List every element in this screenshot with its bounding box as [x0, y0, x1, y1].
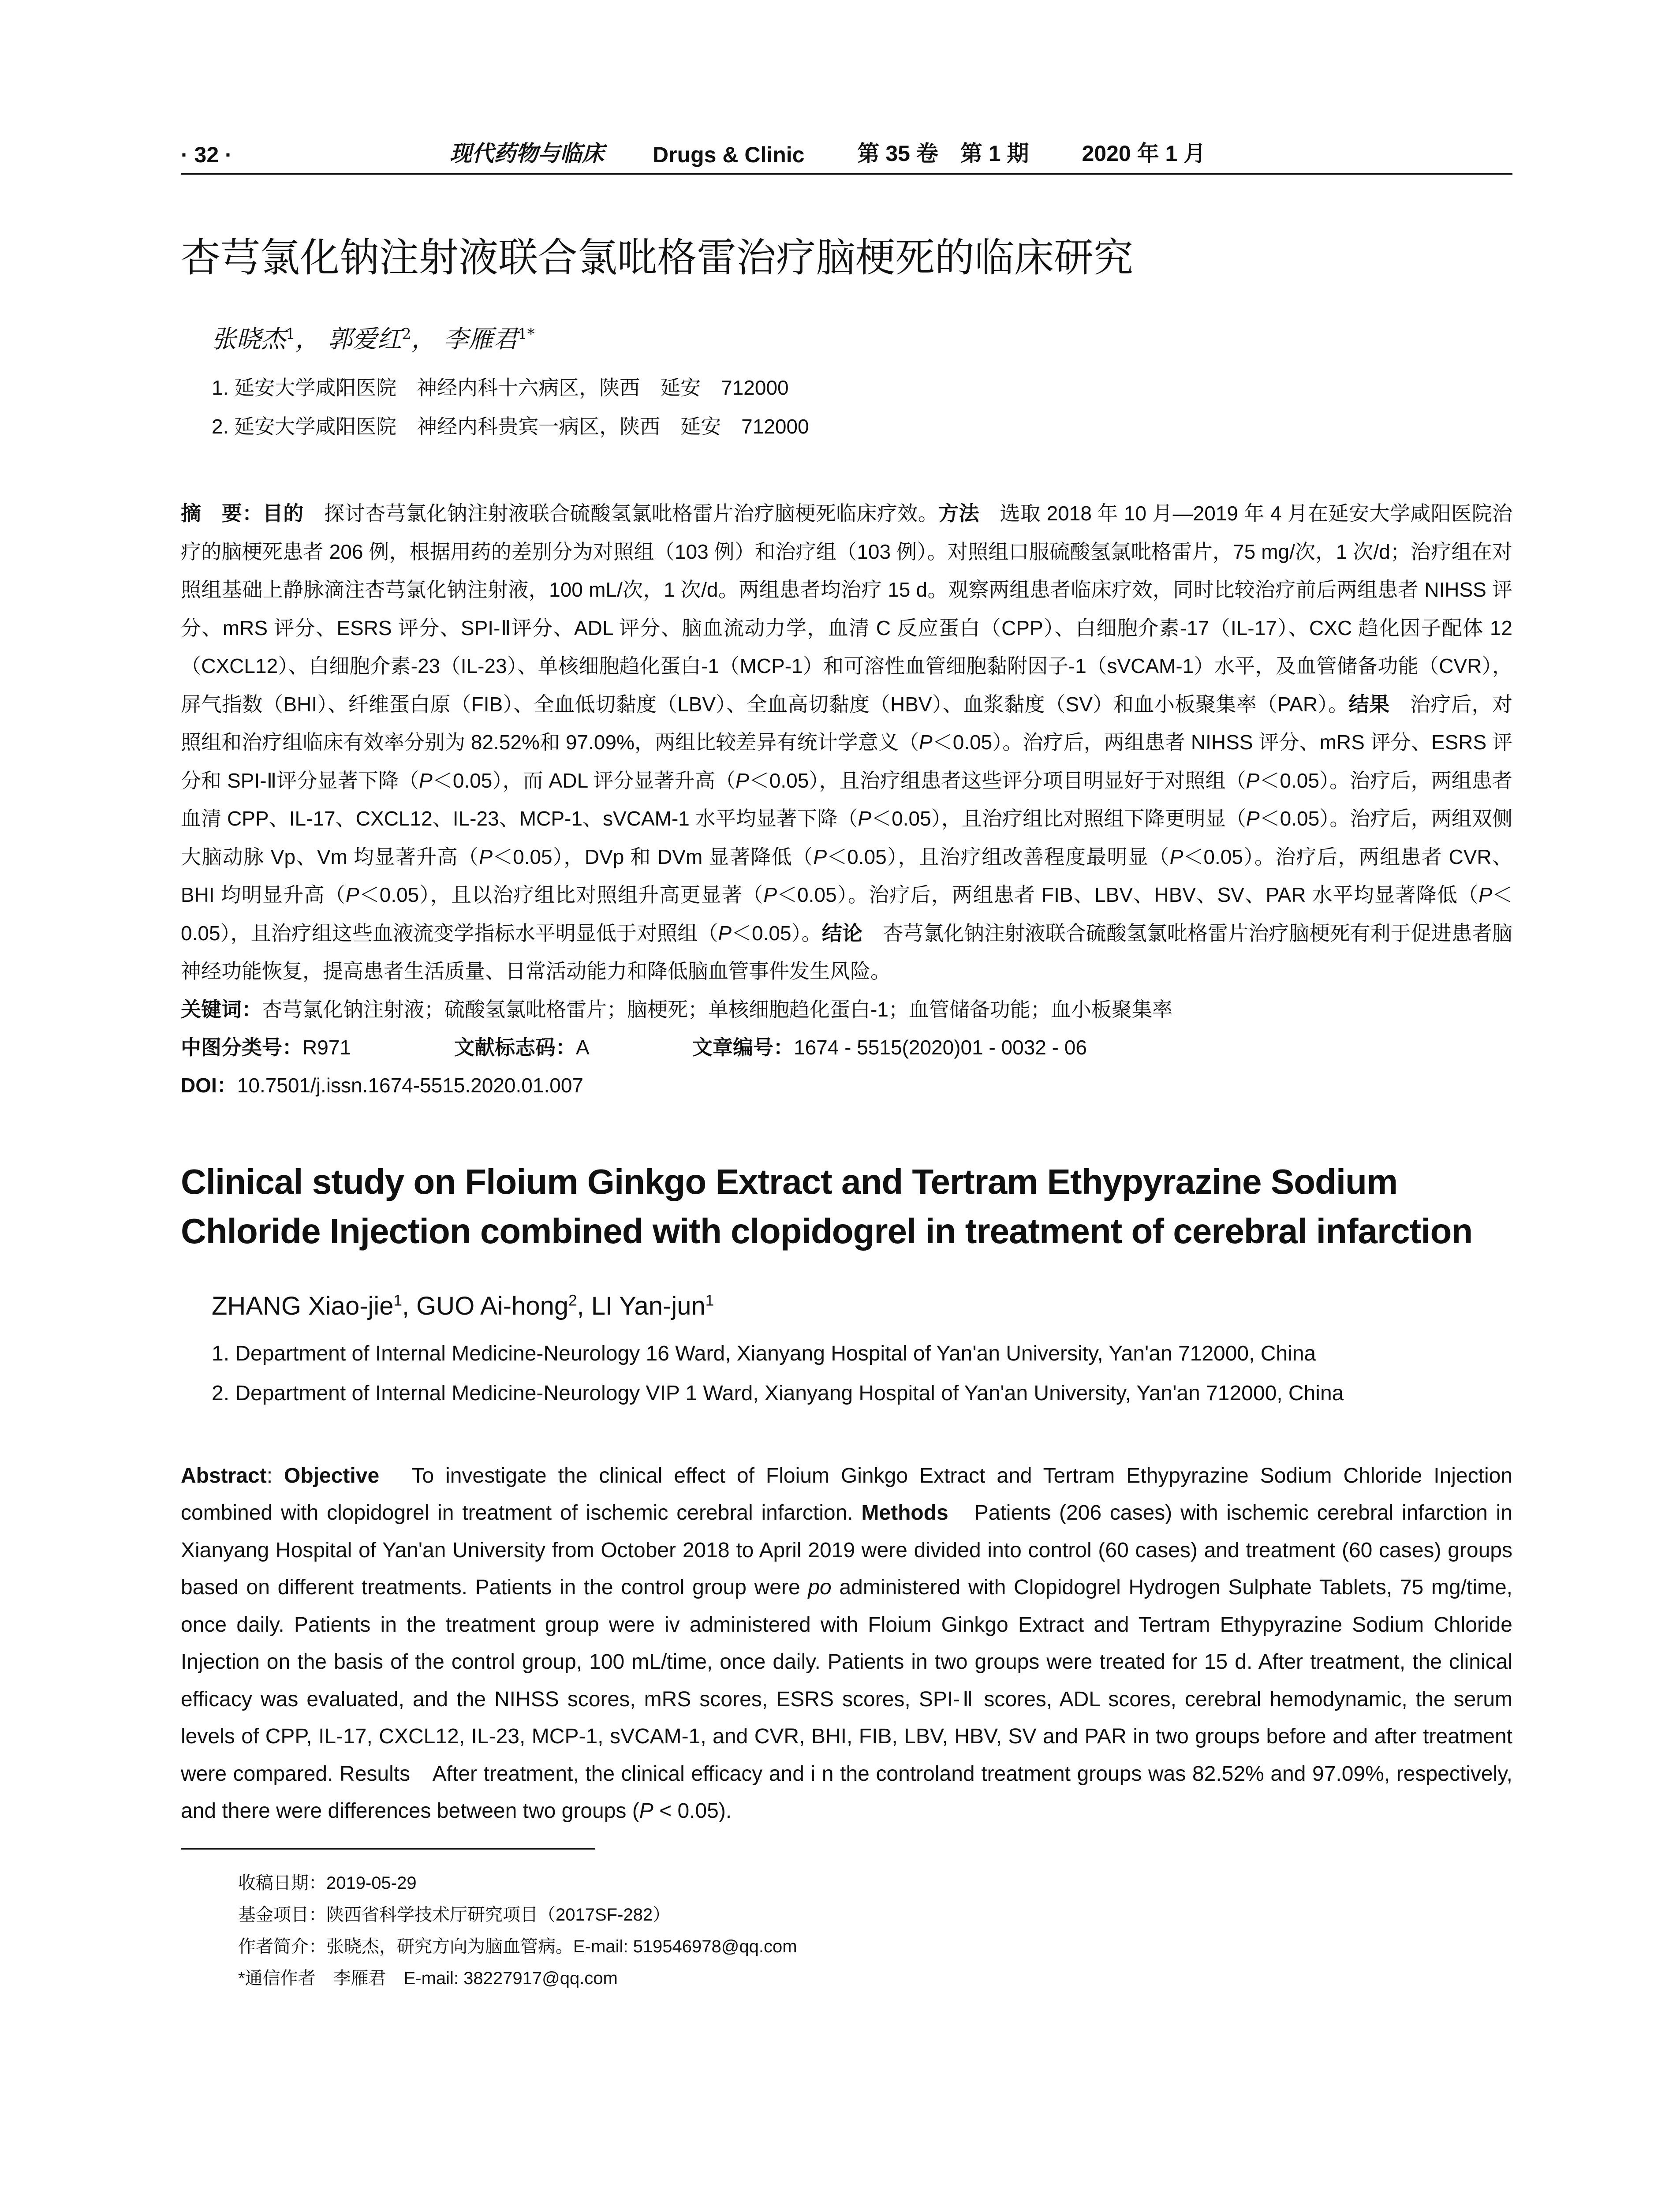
objective-en-label: Objective: [284, 1464, 380, 1487]
authors-cn: 张晓杰$^1$， 郭爱红$^2$， 李雁君$^{1*}$: [212, 325, 535, 354]
author-name: 李雁君: [444, 325, 518, 354]
keywords-text: 杏芎氯化钠注射液；硫酸氢氯吡格雷片；脑梗死；单核细胞趋化蛋白-1；血管储备功能；血小板聚集率: [262, 998, 1172, 1021]
methods-en-text: Patients (206 cases) with ischemic cerebral infarction in Xianyang Hospital of Yan'an University from October 2018 to April 2019 were divided into control (60 cases) and treatment (60 cases) groups based on different treatments. Patients in the control group were: [181, 1501, 1512, 1599]
objective-en-text: To investigate the clinical effect of Floium Ginkgo Extract and Tertram Ethypyrazine Sodium Chloride Injection combined with clopidogrel in treatment of ischemic cerebral infarction.: [181, 1464, 1512, 1525]
abstract-en-label: Abstract: [181, 1464, 267, 1487]
author-name: 张晓杰: [212, 325, 286, 354]
author-sup: 2: [402, 325, 411, 343]
p-symbol: P: [735, 769, 749, 792]
methods-label: 方法: [938, 502, 980, 525]
footnote-funding: 基金项目：陕西省科学技术厅研究项目（2017SF-282）: [238, 1905, 671, 1925]
journal-name-en: Drugs & Clinic: [653, 142, 805, 167]
doi: [181, 1066, 1512, 1104]
author-sup: 1: [286, 325, 295, 343]
author-sup: 2: [568, 1292, 577, 1309]
title-cn: 杏芎氯化钠注射液联合氯吡格雷治疗脑梗死的临床研究: [181, 236, 1133, 280]
article-no-value: 1674 - 5515(2020)01 - 0032 - 06: [794, 1035, 1087, 1059]
footnote-received: 收稿日期：2019-05-29: [238, 1873, 417, 1893]
methods-text: 选取 2018 年 10 月—2019 年 4 月在延安大学咸阳医院治疗的脑梗死患者 206 例，根据用药的差别分为对照组（103 例）和治疗组（103 例）。对照组口服硫酸氢氯吡格雷片，75 mg/次，1 次/d；治疗组在对照组基础上静脉滴注杏芎氯化钠注射液，100 mL/次，1 次/d。两组患者均治疗 15 d。观察两组患者临床疗效，同时比较治疗前后两组患者 NIHSS 评分、mRS 评分、ESRS 评分、SPI-Ⅱ评分、ADL 评分、脑血流动力学，血清 C 反应蛋白（CPP）、白细胞介素-17（IL-17）、CXC 趋化因子配体 12（CXCL12）、白细胞介素-23（IL-23）、单核细胞趋化蛋白-1（MCP-1）和可溶性血管细胞黏附因子-1（sVCAM-1）水平，及血管储备功能（CVR），屏气指数（BHI）、纤维蛋白原（FIB）、全血低切黏度（LBV）、全血高切黏度（HBV）、血浆黏度（SV）和血小板聚集率（PAR）。: [181, 502, 1513, 716]
article-no-label: 文章编号：: [692, 1035, 794, 1059]
abstract-label: 摘 要：: [181, 502, 263, 525]
keywords: [181, 990, 1512, 1028]
author-name: 郭爱红: [328, 325, 402, 354]
objective-text: 探讨杏芎氯化钠注射液联合硫酸氢氯吡格雷片治疗脑梗死临床疗效。: [303, 502, 939, 525]
results-text: ＜0.05），且治疗组这些血液流变学指标水平明显低于对照组（: [181, 883, 1512, 945]
colon: :: [266, 1464, 284, 1487]
footnote-author-bio: 作者简介：张晓杰，研究方向为脑血管病。E-mail: 519546978@qq.com: [238, 1936, 797, 1956]
title-en: [181, 1157, 1512, 1256]
results-text: ＜0.05）。治疗后，两组患者血清 CPP、IL-17、CXCL12、IL-23、MCP-1、sVCAM-1 水平均显著下降（: [181, 769, 1513, 830]
footnotes: [181, 1867, 1512, 1994]
affiliation: 1. 延安大学咸阳医院 神经内科十六病区，陕西 延安 712000: [212, 376, 789, 399]
affiliation: 1. Department of Internal Medicine-Neurology 16 Ward, Xianyang Hospital of Yan'an University, Yan'an 712000, China: [212, 1342, 1316, 1365]
methods-en-text: administered with Clopidogrel Hydrogen Sulphate Tablets, 75 mg/time, once daily. Patients in the treatment group were iv administered with Floium Ginkgo Extract and Tertram Ethypyrazine Sodium Chloride Injection on the basis of the control group, 100 mL/time, once daily. Patients in two groups were treated for 15 d. After treatment, the clinical efficacy was evaluated, and the NIHSS scores, mRS scores, ESRS scores, SPI-Ⅱ scores, ADL scores, cerebral hemodynamic, the serum levels of CPP, IL-17, CXCL12, IL-23, MCP-1, sVCAM-1, and CVR, BHI, FIB, LBV, HBV, SV and PAR in two groups before and after treatment were compared. Results After treatment, the clinical efficacy and i n the controland treatment groups was 82.52% and 97.09%, respectively, and there were differences between two groups (: [181, 1576, 1512, 1823]
results-label: 结果: [1348, 692, 1390, 716]
doc-code-label: 文献标志码：: [454, 1035, 576, 1059]
results-text: ＜0.05），而 ADL 评分显著升高（: [432, 769, 736, 792]
results-text: ＜0.05），DVp 和 DVm 显著降低（: [493, 845, 814, 868]
author-name: LI Yan-jun: [591, 1291, 706, 1320]
abstract-cn: [181, 494, 1512, 990]
results-text: ＜0.05）。: [732, 921, 822, 945]
author-name: GUO Ai-hong: [416, 1291, 569, 1320]
methods-en-text: < 0.05).: [653, 1799, 732, 1823]
results-text: ＜0.05），且以治疗组比对照组升高更显著（: [359, 883, 764, 906]
author-sup: 1: [393, 1292, 402, 1309]
p-symbol: P: [1246, 807, 1260, 830]
paper-page: [181, 132, 1512, 1994]
affiliation: 2. 延安大学咸阳医院 神经内科贵宾一病区，陕西 延安 712000: [212, 415, 809, 438]
footnote-divider: [181, 1848, 595, 1850]
volume-issue: 第 35 卷 第 1 期: [857, 141, 1029, 166]
p-symbol: P: [346, 883, 359, 906]
affiliations-cn: [181, 368, 1512, 446]
footnote-corresponding: *通信作者 李雁君 E-mail: 38227917@qq.com: [238, 1968, 618, 1988]
results-text: ＜0.05）。治疗后，两组患者 FIB、LBV、HBV、SV、PAR 水平均显著降低（: [777, 883, 1479, 906]
author-name: ZHANG Xiao-jie: [212, 1291, 394, 1320]
journal-name-cn: 现代药物与临床: [450, 140, 604, 166]
doi-label: DOI：: [181, 1073, 237, 1097]
p-symbol: P: [763, 883, 777, 906]
p-symbol: P: [479, 845, 493, 868]
conclusion-text: 杏芎氯化钠注射液联合硫酸氢氯吡格雷片治疗脑梗死有利于促进患者脑神经功能恢复，提高患者生活质量、日常活动能力和降低脑血管事件发生风险。: [181, 921, 1513, 983]
affiliations-en: [181, 1334, 1512, 1413]
author-sup: 1: [705, 1292, 714, 1309]
objective-label: 目的: [262, 502, 304, 525]
title-en-line: Chloride Injection combined with clopidogrel in treatment of cerebral infarction: [181, 1211, 1473, 1251]
p-symbol: P: [1169, 845, 1183, 868]
results-text: ＜0.05），且治疗组比对照组下降更明显（: [871, 807, 1246, 830]
results-text: ＜0.05）。治疗后，两组患者 NIHSS 评分、mRS 评分、ESRS 评分和 SPI-Ⅱ评分显著下降（: [181, 731, 1513, 792]
affiliation: 2. Department of Internal Medicine-Neurology VIP 1 Ward, Xianyang Hospital of Yan'an University, Yan'an 712000, China: [212, 1381, 1344, 1405]
keywords-label: 关键词：: [181, 998, 262, 1021]
doc-code-value: A: [576, 1035, 590, 1059]
results-text: 治疗后，对照组和治疗组临床有效率分别为 82.52%和 97.09%，两组比较差异有统计学意义（: [181, 692, 1513, 754]
conclusion-label: 结论: [821, 921, 862, 945]
clc-value: R971: [302, 1035, 351, 1059]
methods-en-label: Methods: [861, 1501, 948, 1525]
p-symbol: P: [858, 807, 872, 830]
clc-label: 中图分类号：: [181, 1035, 302, 1059]
abstract-en: [181, 1458, 1512, 1830]
results-text: ＜0.05）。治疗后，两组患者 CVR、BHI 均明显升高（: [181, 845, 1513, 906]
results-text: ＜0.05），且治疗组患者这些评分项目明显好于对照组（: [749, 769, 1246, 792]
doi-link[interactable]: 10.7501/j.issn.1674-5515.2020.01.007: [237, 1073, 583, 1097]
authors-en: ZHANG Xiao-jie$^1$, GUO Ai-hong$^2$, LI Yan-jun$^1$: [212, 1291, 714, 1320]
page-number: · 32 ·: [181, 142, 232, 167]
p-symbol: P: [419, 769, 433, 792]
p-symbol: P: [718, 921, 732, 945]
running-header: [181, 132, 1512, 175]
p-symbol: P: [1246, 769, 1260, 792]
author-sup: 1*: [518, 325, 535, 343]
classification: [181, 1028, 1512, 1066]
results-text: ＜0.05）。治疗后，两组双侧大脑动脉 Vp、Vm 均显著升高（: [181, 807, 1513, 868]
results-text: ＜0.05），且治疗组改善程度最明显（: [827, 845, 1170, 868]
po-abbrev: po: [808, 1576, 832, 1599]
p-symbol: P: [813, 845, 827, 868]
title-en-line: Clinical study on Floium Ginkgo Extract and Tertram Ethypyrazine Sodium: [181, 1162, 1398, 1201]
issue-date: 2020 年 1 月: [1082, 141, 1206, 166]
p-symbol: P: [639, 1799, 653, 1823]
p-symbol: P: [1478, 883, 1492, 906]
p-symbol: P: [919, 731, 933, 754]
